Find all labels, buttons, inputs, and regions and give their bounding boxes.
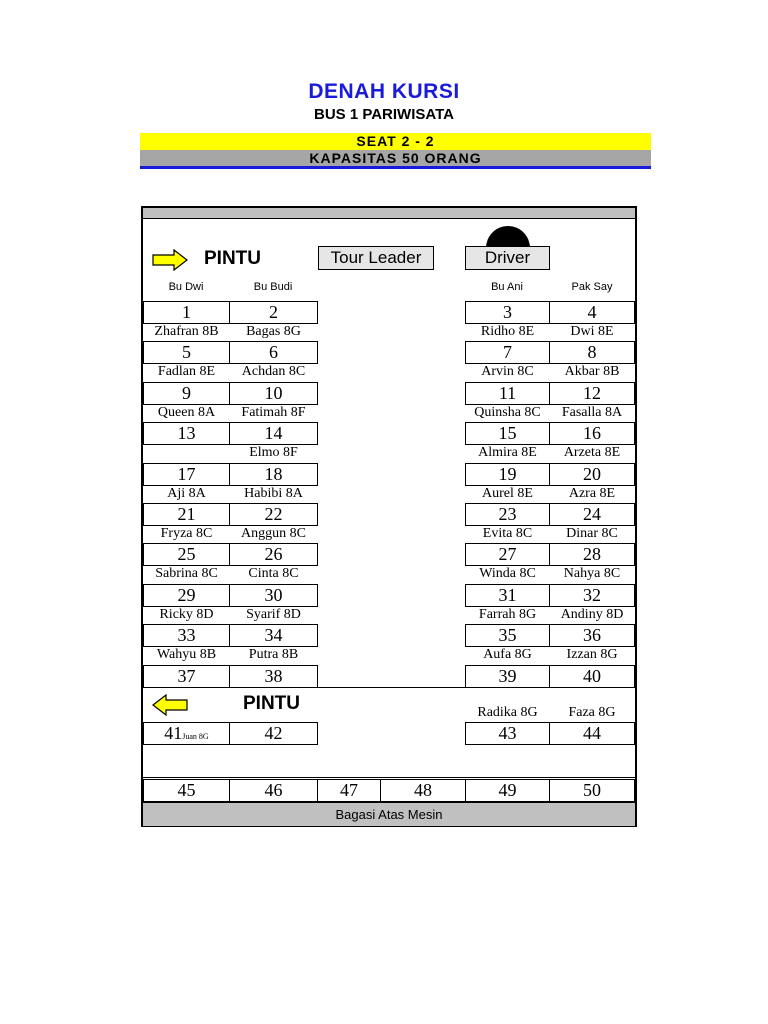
seat-7[interactable]: 7 <box>465 341 550 364</box>
seat-43[interactable]: 43 <box>465 722 550 745</box>
front-name: Bu Budi <box>253 281 293 293</box>
seat-46[interactable]: 46 <box>229 779 318 802</box>
passenger-name: Nahya 8C <box>563 566 621 581</box>
seat-5[interactable]: 5 <box>143 341 230 364</box>
seat-24[interactable]: 24 <box>549 503 635 526</box>
passenger-name: Bagas 8G <box>246 324 301 339</box>
seat-29[interactable]: 29 <box>143 584 230 607</box>
luggage-label: Bagasi Atas Mesin <box>143 802 635 826</box>
seat-15[interactable]: 15 <box>465 422 550 445</box>
passenger-name: Sabrina 8C <box>155 566 218 581</box>
seat-17[interactable]: 17 <box>143 463 230 486</box>
passenger-name: Aufa 8G <box>483 647 532 662</box>
page-title: DENAH KURSI <box>308 80 460 103</box>
seat-6[interactable]: 6 <box>229 341 318 364</box>
row-line <box>143 777 635 778</box>
seat-39[interactable]: 39 <box>465 665 550 688</box>
passenger-name: Syarif 8D <box>246 607 301 622</box>
row-line <box>143 687 635 688</box>
seat-49[interactable]: 49 <box>465 779 550 802</box>
seat-4[interactable]: 4 <box>549 301 635 324</box>
passenger-name: Elmo 8F <box>249 445 298 460</box>
seat-45[interactable]: 45 <box>143 779 230 802</box>
passenger-name: Faza 8G <box>568 705 616 720</box>
passenger-name: Fasalla 8A <box>561 405 623 420</box>
seat-34[interactable]: 34 <box>229 624 318 647</box>
passenger-name: Zhafran 8B <box>154 324 219 339</box>
passenger-name: Anggun 8C <box>241 526 306 541</box>
seat-47[interactable]: 47 <box>317 779 381 802</box>
front-name: Pak Say <box>571 281 613 293</box>
arrow-left-icon <box>152 694 188 716</box>
seat-33[interactable]: 33 <box>143 624 230 647</box>
passenger-name: Almira 8E <box>478 445 537 460</box>
capacity-band: KAPASITAS 50 ORANG <box>140 150 651 166</box>
seat-16[interactable]: 16 <box>549 422 635 445</box>
page-subtitle: BUS 1 PARIWISATA <box>313 106 454 123</box>
seat-41[interactable]: 41Juan 8G <box>143 722 230 745</box>
passenger-name: Ricky 8D <box>159 607 214 622</box>
seat-27[interactable]: 27 <box>465 543 550 566</box>
passenger-name: Dwi 8E <box>570 324 614 339</box>
passenger-name: Azra 8E <box>568 486 616 501</box>
passenger-name: Putra 8B <box>248 647 299 662</box>
passenger-name <box>139 444 234 462</box>
passenger-name: Fatimah 8F <box>241 405 306 420</box>
passenger-name: Wahyu 8B <box>156 647 217 662</box>
seat-10[interactable]: 10 <box>229 382 318 405</box>
seat-8[interactable]: 8 <box>549 341 635 364</box>
driver-box: Driver <box>465 246 550 270</box>
seat-42[interactable]: 42 <box>229 722 318 745</box>
seat-41-name: Juan 8G <box>182 732 209 741</box>
passenger-name: Andiny 8D <box>560 607 624 622</box>
divider <box>140 166 651 169</box>
passenger-name: Dinar 8C <box>566 526 618 541</box>
seat-25[interactable]: 25 <box>143 543 230 566</box>
passenger-name: Winda 8C <box>479 566 536 581</box>
seat-19[interactable]: 19 <box>465 463 550 486</box>
passenger-name: Aurel 8E <box>482 486 533 501</box>
passenger-name: Aji 8A <box>167 486 206 501</box>
passenger-name: Radika 8G <box>477 705 538 720</box>
passenger-name: Arvin 8C <box>481 364 534 379</box>
seat-37[interactable]: 37 <box>143 665 230 688</box>
tour-leader-box: Tour Leader <box>318 246 434 270</box>
passenger-name: Achdan 8C <box>241 364 306 379</box>
seat-12[interactable]: 12 <box>549 382 635 405</box>
passenger-name: Queen 8A <box>157 405 216 420</box>
passenger-name: Izzan 8G <box>566 647 618 662</box>
seat-14[interactable]: 14 <box>229 422 318 445</box>
passenger-name: Evita 8C <box>482 526 533 541</box>
seat-23[interactable]: 23 <box>465 503 550 526</box>
seat-31[interactable]: 31 <box>465 584 550 607</box>
seat-36[interactable]: 36 <box>549 624 635 647</box>
seat-11[interactable]: 11 <box>465 382 550 405</box>
seat-22[interactable]: 22 <box>229 503 318 526</box>
arrow-right-icon <box>152 249 188 271</box>
seat-32[interactable]: 32 <box>549 584 635 607</box>
seat-48[interactable]: 48 <box>380 779 466 802</box>
seat-2[interactable]: 2 <box>229 301 318 324</box>
seat-9[interactable]: 9 <box>143 382 230 405</box>
front-door-label: PINTU <box>204 248 261 269</box>
seat-30[interactable]: 30 <box>229 584 318 607</box>
seat-layout-band: SEAT 2 - 2 <box>140 133 651 150</box>
seat-20[interactable]: 20 <box>549 463 635 486</box>
seat-26[interactable]: 26 <box>229 543 318 566</box>
seat-40[interactable]: 40 <box>549 665 635 688</box>
passenger-name: Fryza 8C <box>160 526 213 541</box>
passenger-name: Farrah 8G <box>478 607 537 622</box>
seat-21[interactable]: 21 <box>143 503 230 526</box>
front-name: Bu Dwi <box>168 281 204 293</box>
back-door-label: PINTU <box>243 693 300 714</box>
passenger-name: Ridho 8E <box>480 324 535 339</box>
passenger-name: Akbar 8B <box>564 364 620 379</box>
passenger-name: Quinsha 8C <box>474 405 541 420</box>
seat-50[interactable]: 50 <box>549 779 635 802</box>
passenger-name: Fadlan 8E <box>157 364 216 379</box>
seat-13[interactable]: 13 <box>143 422 230 445</box>
seat-18[interactable]: 18 <box>229 463 318 486</box>
passenger-name: Habibi 8A <box>244 486 303 501</box>
seat-3[interactable]: 3 <box>465 301 550 324</box>
seat-44[interactable]: 44 <box>549 722 635 745</box>
seat-28[interactable]: 28 <box>549 543 635 566</box>
bus-front-bar <box>143 208 635 219</box>
passenger-name: Cinta 8C <box>248 566 299 581</box>
seat-35[interactable]: 35 <box>465 624 550 647</box>
passenger-name: Arzeta 8E <box>563 445 621 460</box>
seat-38[interactable]: 38 <box>229 665 318 688</box>
front-name: Bu Ani <box>491 281 523 293</box>
seat-1[interactable]: 1 <box>143 301 230 324</box>
